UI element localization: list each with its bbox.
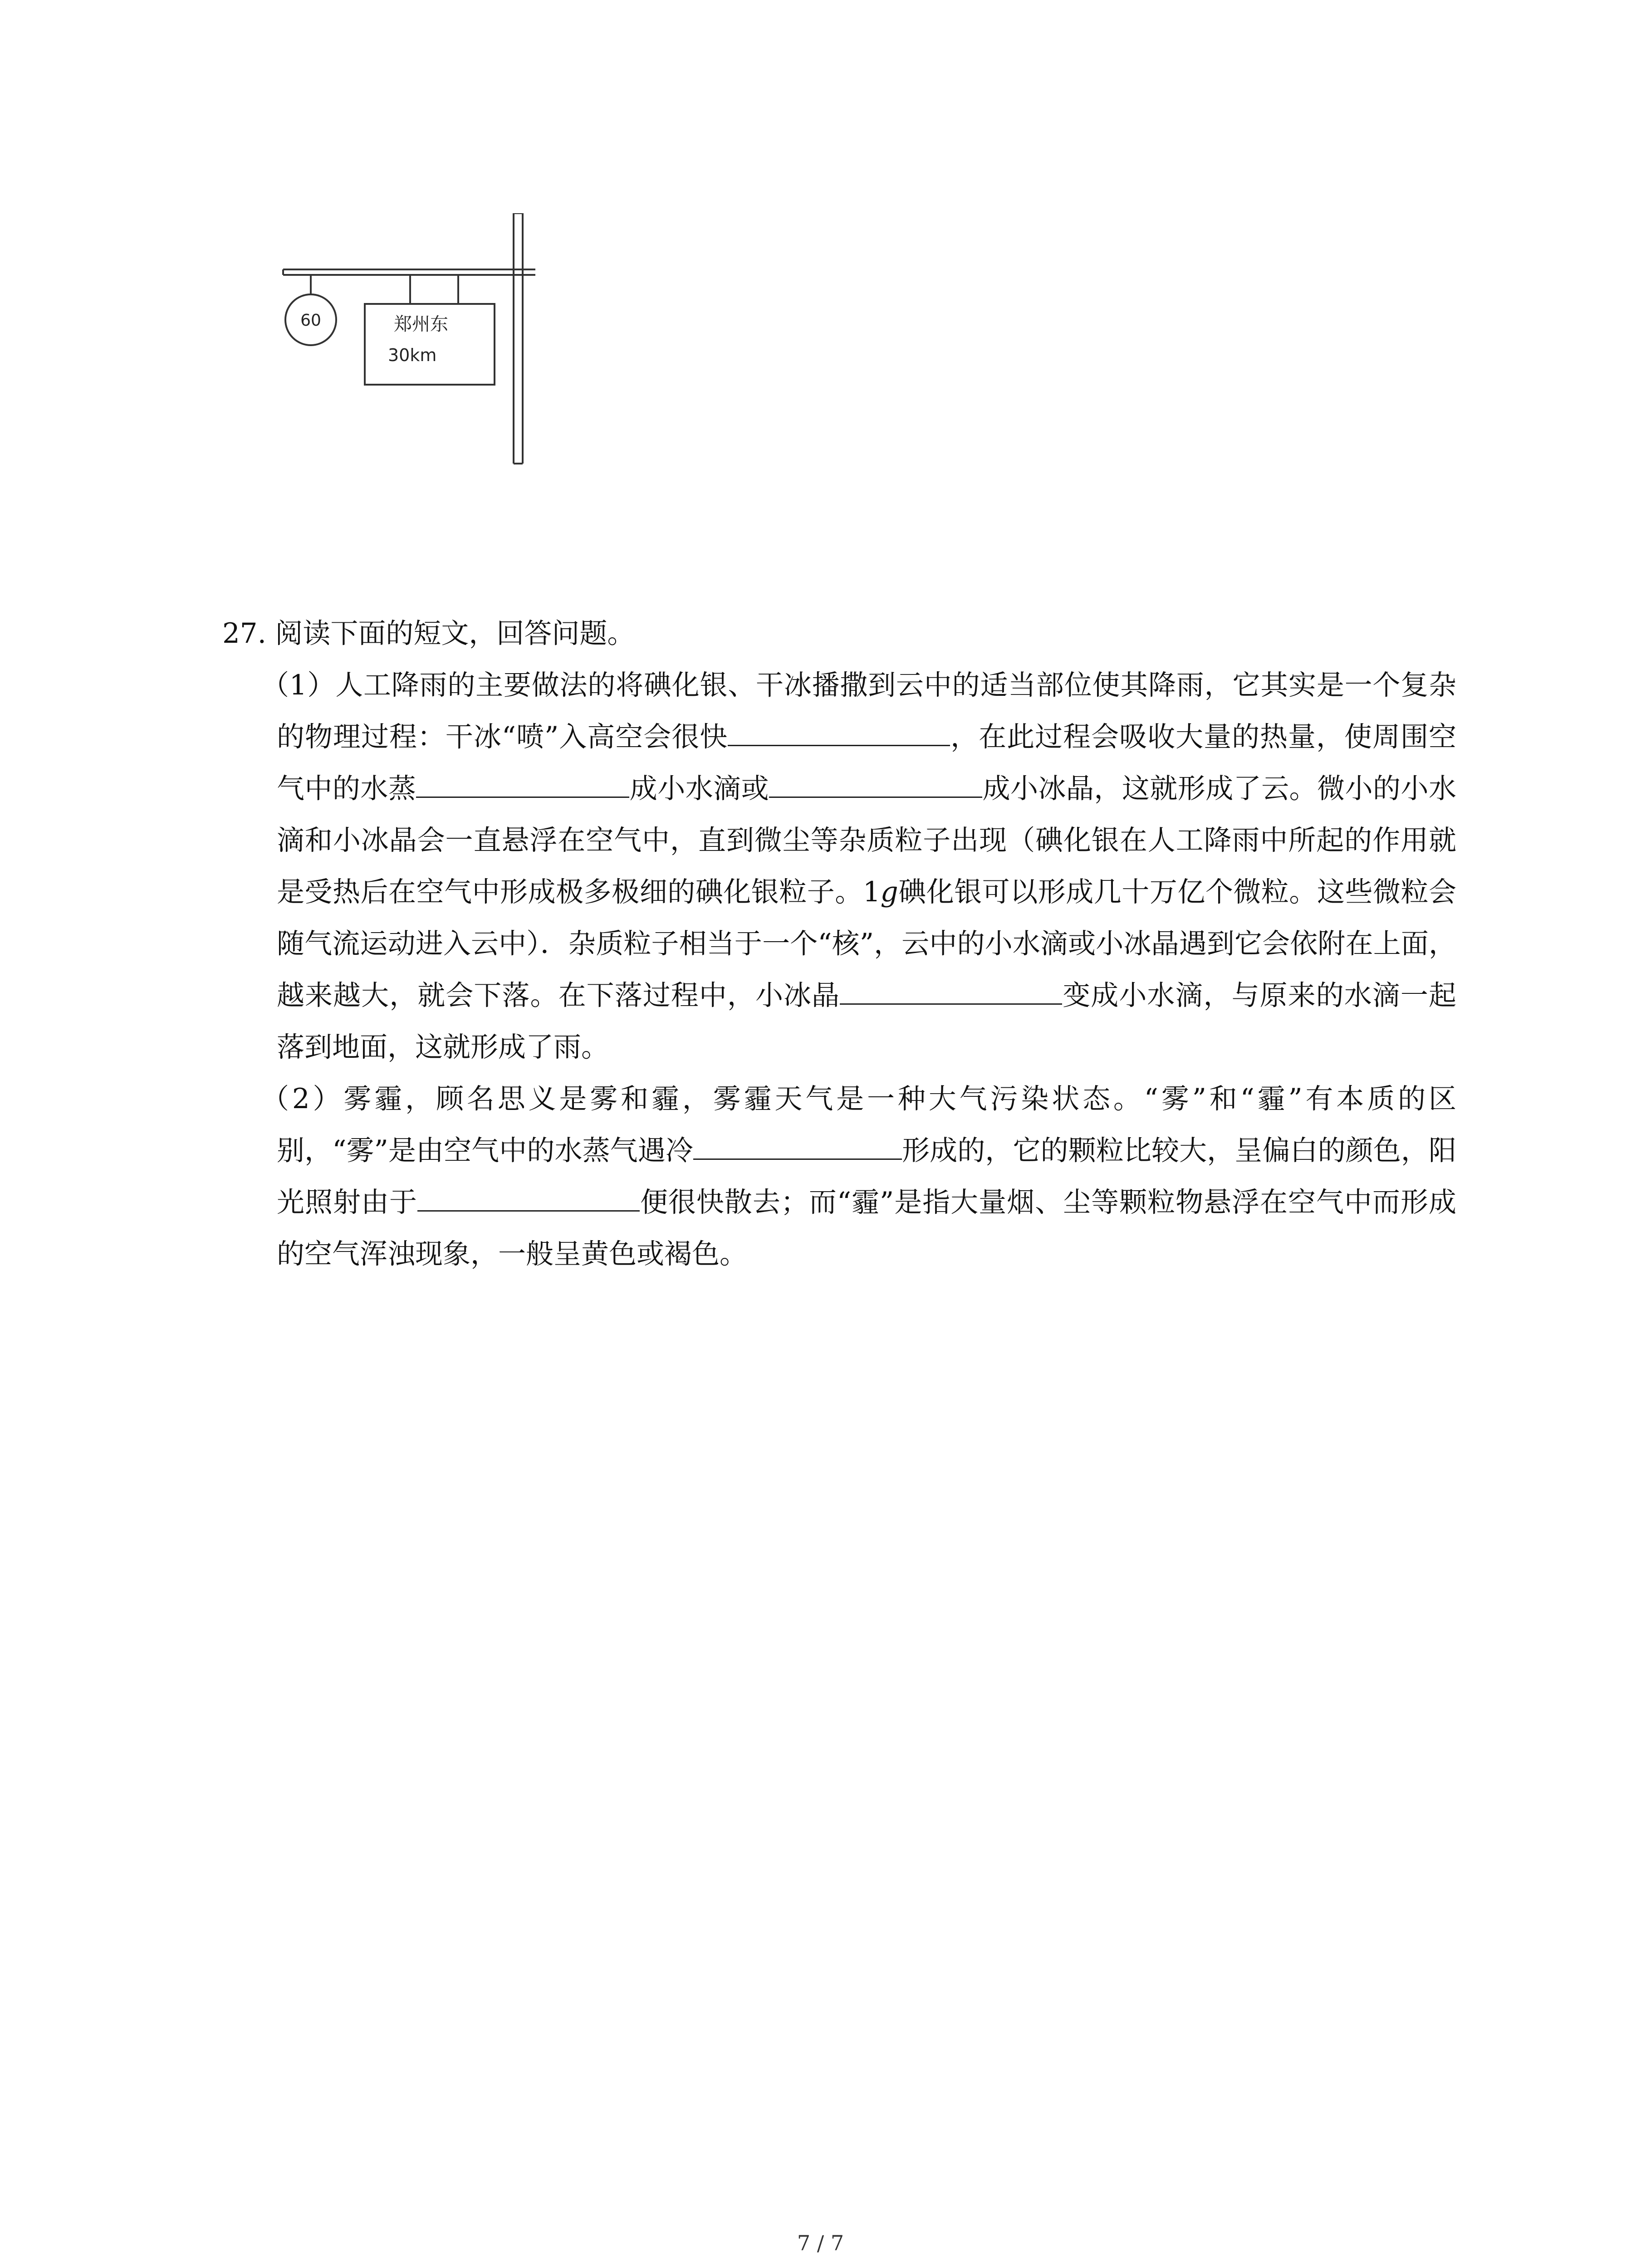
answer-blank-5[interactable]	[693, 1130, 902, 1160]
destination-distance: 30km	[388, 345, 437, 365]
part-1-label: （1）	[261, 669, 336, 701]
part-2-text-a: 雾霾，顾名思义是雾和霾，雾霾天气是一种大气污染状态。“雾”和“霾”有本质的区别，“雾”是由空气中的水蒸气遇冷	[277, 1083, 1457, 1167]
answer-blank-1[interactable]	[728, 717, 950, 746]
part-1-paragraph	[222, 660, 1456, 1073]
part-2-label: （2）	[261, 1083, 344, 1115]
part-1-text-e: 碘化银可以形成几十万亿个微粒。这些微粒会随气流运动进入云中）．杂质粒子相当于一个“核”，云中的小水滴或小冰晶遇到它会依附在上面，越来越大，就会下落。在下落过程中，小冰晶	[277, 876, 1456, 1012]
answer-blank-3[interactable]	[769, 768, 982, 798]
part-1-text-c: 成小水滴或	[629, 772, 769, 805]
part-1-text-d: 成小冰晶，这就形成了云。微小的小水滴和小冰晶会一直悬浮在空气中，直到微尘等杂质粒子出现（碘化银在人工降雨中所起的作用就是受热后在空气中形成极多极细的碘化银粒子。1	[277, 772, 1456, 908]
question-prompt: 阅读下面的短文，回答问题。	[275, 617, 635, 650]
question-27	[222, 608, 1456, 1280]
part-1-text-f: 变成小水滴，与原来的水滴一起落到地面，这就形成了雨。	[277, 979, 1456, 1063]
answer-blank-6[interactable]	[417, 1182, 640, 1212]
speed-limit-value: 60	[300, 311, 321, 330]
question-number: 27.	[222, 617, 267, 650]
question-header	[222, 608, 1456, 660]
road-sign-diagram	[272, 213, 554, 485]
destination-name: 郑州东	[394, 314, 448, 335]
part-1-text-b: ，在此过程会吸收大量的热量，使周围空气中的水蒸	[277, 721, 1456, 805]
part-2-paragraph	[222, 1073, 1456, 1280]
part-2-text-b: 形成的，它的颗粒比较大，呈偏白的颜色，阳光照射由于	[277, 1134, 1456, 1218]
part-2-text-c: 便很快散去；而“霾”是指大量烟、尘等颗粒物悬浮在空气中而形成的空气浑浊现象，一般呈黄色或褐色。	[277, 1186, 1456, 1270]
road-sign-figure	[272, 213, 554, 485]
answer-blank-4[interactable]	[840, 975, 1062, 1005]
answer-blank-2[interactable]	[416, 768, 629, 798]
part-1-text-a: 人工降雨的主要做法的将碘化银、干冰播撒到云中的适当部位使其降雨，它其实是一个复杂的物理过程：干冰“喷”入高空会很快	[277, 669, 1456, 753]
page-number: 7 / 7	[797, 2231, 844, 2255]
unit-g: g	[880, 876, 898, 908]
